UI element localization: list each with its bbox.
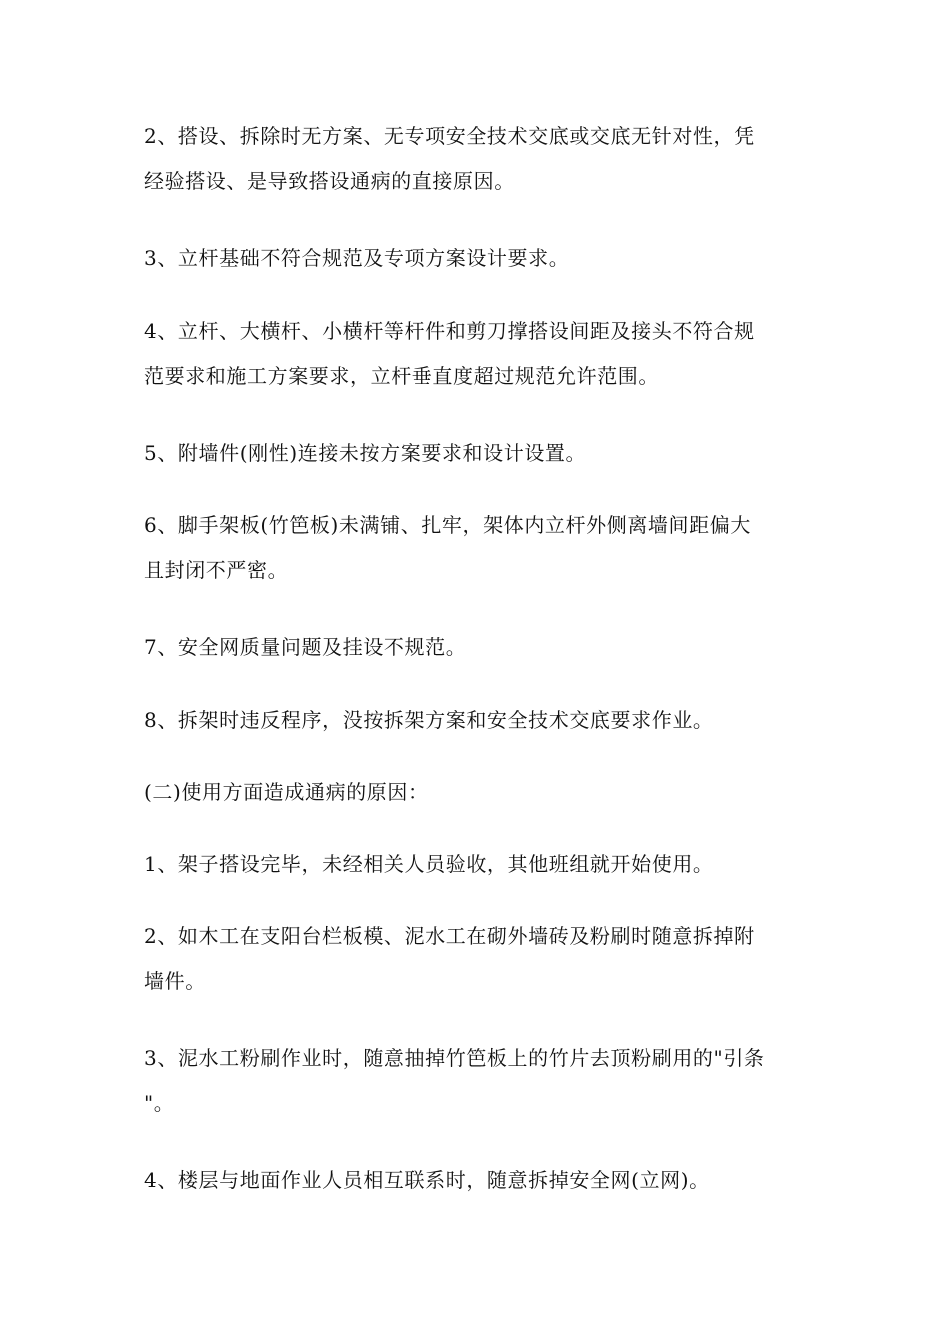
paragraph-line: 2、搭设、拆除时无方案、无专项安全技术交底或交底无针对性，凭 bbox=[144, 124, 755, 148]
paragraph-line: 4、楼层与地面作业人员相互联系时，随意拆掉安全网(立网)。 bbox=[144, 1168, 710, 1192]
paragraph-line: 经验搭设、是导致搭设通病的直接原因。 bbox=[144, 169, 515, 193]
paragraph-line: (二)使用方面造成通病的原因： bbox=[144, 780, 429, 804]
paragraph-item-5-wall-ties bbox=[144, 431, 814, 476]
paragraph-line: 范要求和施工方案要求，立杆垂直度超过规范允许范围。 bbox=[144, 364, 659, 388]
paragraph-usage-item-3-bamboo-strips bbox=[144, 1036, 814, 1126]
paragraph-line: "。 bbox=[144, 1091, 175, 1115]
paragraph-line: 墙件。 bbox=[144, 969, 206, 993]
paragraph-line: 4、立杆、大横杆、小横杆等杆件和剪刀撑搭设间距及接头不符合规 bbox=[144, 319, 755, 343]
paragraph-line: 2、如木工在支阳台栏板模、泥水工在砌外墙砖及粉刷时随意拆掉附 bbox=[144, 924, 755, 948]
paragraph-item-4-pole-spacing bbox=[144, 309, 814, 399]
paragraph-line: 8、拆架时违反程序，没按拆架方案和安全技术交底要求作业。 bbox=[144, 708, 714, 732]
paragraph-line: 且封闭不严密。 bbox=[144, 558, 289, 582]
paragraph-usage-item-2-removing-ties bbox=[144, 914, 814, 1004]
paragraph-item-7-safety-net bbox=[144, 625, 814, 670]
paragraph-item-6-scaffold-boards bbox=[144, 503, 814, 593]
paragraph-line: 3、立杆基础不符合规范及专项方案设计要求。 bbox=[144, 246, 570, 270]
paragraph-usage-item-4-safety-net-removal bbox=[144, 1158, 814, 1203]
paragraph-item-3-pole-foundation bbox=[144, 236, 814, 281]
section-heading-usage-causes bbox=[144, 770, 814, 815]
paragraph-usage-item-1-acceptance bbox=[144, 842, 814, 887]
paragraph-line: 7、安全网质量问题及挂设不规范。 bbox=[144, 635, 467, 659]
paragraph-line: 3、泥水工粉刷作业时，随意抽掉竹笆板上的竹片去顶粉刷用的"引条 bbox=[144, 1046, 765, 1070]
paragraph-item-2-scaffold-plan bbox=[144, 114, 814, 204]
paragraph-line: 6、脚手架板(竹笆板)未满铺、扎牢，架体内立杆外侧离墙间距偏大 bbox=[144, 513, 751, 537]
paragraph-line: 5、附墙件(刚性)连接未按方案要求和设计设置。 bbox=[144, 441, 587, 465]
paragraph-line: 1、架子搭设完毕，未经相关人员验收，其他班组就开始使用。 bbox=[144, 852, 714, 876]
paragraph-item-8-dismantling bbox=[144, 698, 814, 743]
